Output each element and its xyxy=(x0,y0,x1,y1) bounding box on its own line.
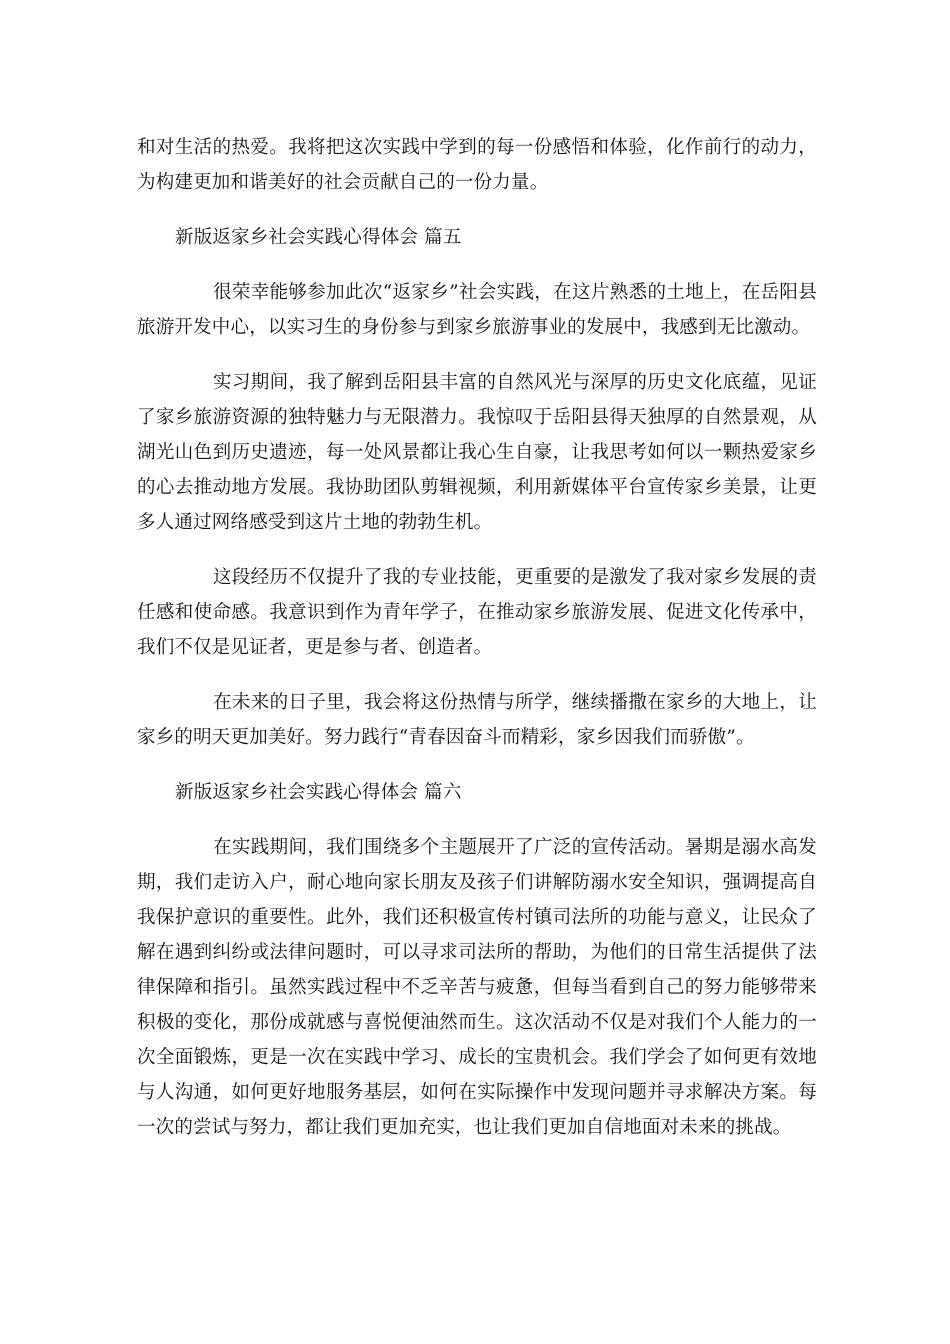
paragraph-gap xyxy=(137,755,817,775)
paragraph-gap xyxy=(137,540,817,560)
paragraph-gap xyxy=(137,200,817,220)
section-heading-5: 新版返家乡社会实践心得体会 篇五 xyxy=(175,227,462,248)
document-page xyxy=(137,130,817,1145)
paragraph: 这段经历不仅提升了我的专业技能，更重要的是激发了我对家乡发展的责任感和使命感。我意识到作为青年学子，在推动家乡旅游发展、促进文化传承中，我们不仅是见证者，更是参与者、创造者。 xyxy=(137,567,817,658)
paragraph-gap xyxy=(137,255,817,275)
paragraph: 在未来的日子里，我会将这份热情与所学，继续播撒在家乡的大地上，让家乡的明天更加美好。努力践行“青春因奋斗而精彩，家乡因我们而骄傲”。 xyxy=(137,692,817,748)
paragraph-gap xyxy=(137,665,817,685)
paragraph-gap xyxy=(137,810,817,830)
paragraph: 很荣幸能够参加此次“返家乡”社会实践，在这片熟悉的土地上，在岳阳县旅游开发中心，以实习生的身份参与到家乡旅游事业的发展中，我感到无比激动。 xyxy=(137,282,817,338)
paragraph-continued: 和对生活的热爱。我将把这次实践中学到的每一份感悟和体验，化作前行的动力，为构建更加和谐美好的社会贡献自己的一份力量。 xyxy=(137,137,817,193)
section-heading-6: 新版返家乡社会实践心得体会 篇六 xyxy=(175,782,462,803)
paragraph-gap xyxy=(137,345,817,365)
paragraph: 实习期间，我了解到岳阳县丰富的自然风光与深厚的历史文化底蕴，见证了家乡旅游资源的独特魅力与无限潜力。我惊叹于岳阳县得天独厚的自然景观，从湖光山色到历史遗迹，每一处风景都让我心生自豪，让我思考如何以一颗热爱家乡的心去推动地方发展。我协助团队剪辑视频，利用新媒体平台宣传家乡美景，让更多人通过网络感受到这片土地的勃勃生机。 xyxy=(137,372,817,533)
paragraph: 在实践期间，我们围绕多个主题展开了广泛的宣传活动。暑期是溺水高发期，我们走访入户，耐心地向家长朋友及孩子们讲解防溺水安全知识，强调提高自我保护意识的重要性。此外，我们还积极宣传村镇司法所的功能与意义，让民众了解在遇到纠纷或法律问题时，可以寻求司法所的帮助，为他们的日常生活提供了法律保障和指引。虽然实践过程中不乏辛苦与疲惫，但每当看到自己的努力能够带来积极的变化，那份成就感与喜悦便油然而生。这次活动不仅是对我们个人能力的一次全面锻炼，更是一次在实践中学习、成长的宝贵机会。我们学会了如何更有效地与人沟通，如何更好地服务基层，如何在实际操作中发现问题并寻求解决方案。每一次的尝试与努力，都让我们更加充实，也让我们更加自信地面对未来的挑战。 xyxy=(137,837,817,1138)
